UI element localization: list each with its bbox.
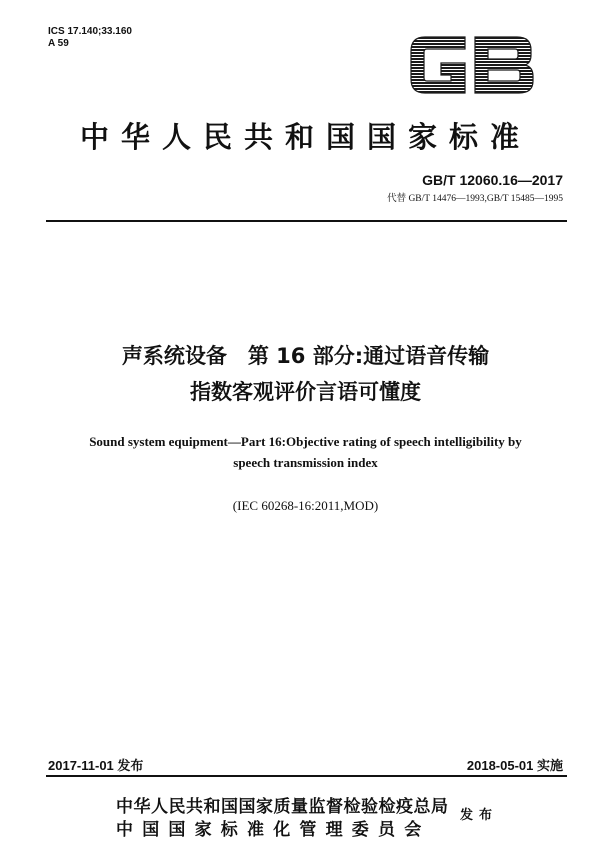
classification-codes xyxy=(48,26,132,50)
english-title-line-2: speech transmission index xyxy=(233,455,378,470)
issue-date: 2017-11-01 发布 xyxy=(48,758,144,773)
replaces-note: 代替 GB/T 14476—1993,GB/T 15485—1995 xyxy=(387,194,563,204)
publish-label: 发布 xyxy=(460,808,499,823)
iec-reference: (IEC 60268-16:2011,MOD) xyxy=(232,498,379,513)
ccs-code: A 59 xyxy=(48,38,69,49)
standard-type-title: 中华人民共和国国家标准 xyxy=(79,120,531,154)
english-title-line-1: Sound system equipment—Part 16:Objective rating of speech intelligibility by xyxy=(89,434,522,449)
gb-logo xyxy=(405,31,541,99)
header-divider xyxy=(46,220,567,222)
standard-number: GB/T 12060.16—2017 xyxy=(422,172,563,188)
implementation-date: 2018-05-01 实施 xyxy=(466,758,563,773)
ics-code: ICS 17.140;33.160 xyxy=(48,26,132,37)
chinese-title-line-1: 声系统设备 第 16 部分:通过语音传输 xyxy=(121,344,490,368)
issuer-sac: 中国国家标准化管理委员会 xyxy=(116,820,431,840)
footer-divider xyxy=(46,775,567,777)
chinese-title-line-2: 指数客观评价言语可懂度 xyxy=(190,380,421,404)
issuer-aqsiq: 中华人民共和国国家质量监督检验检疫总局 xyxy=(116,797,449,817)
